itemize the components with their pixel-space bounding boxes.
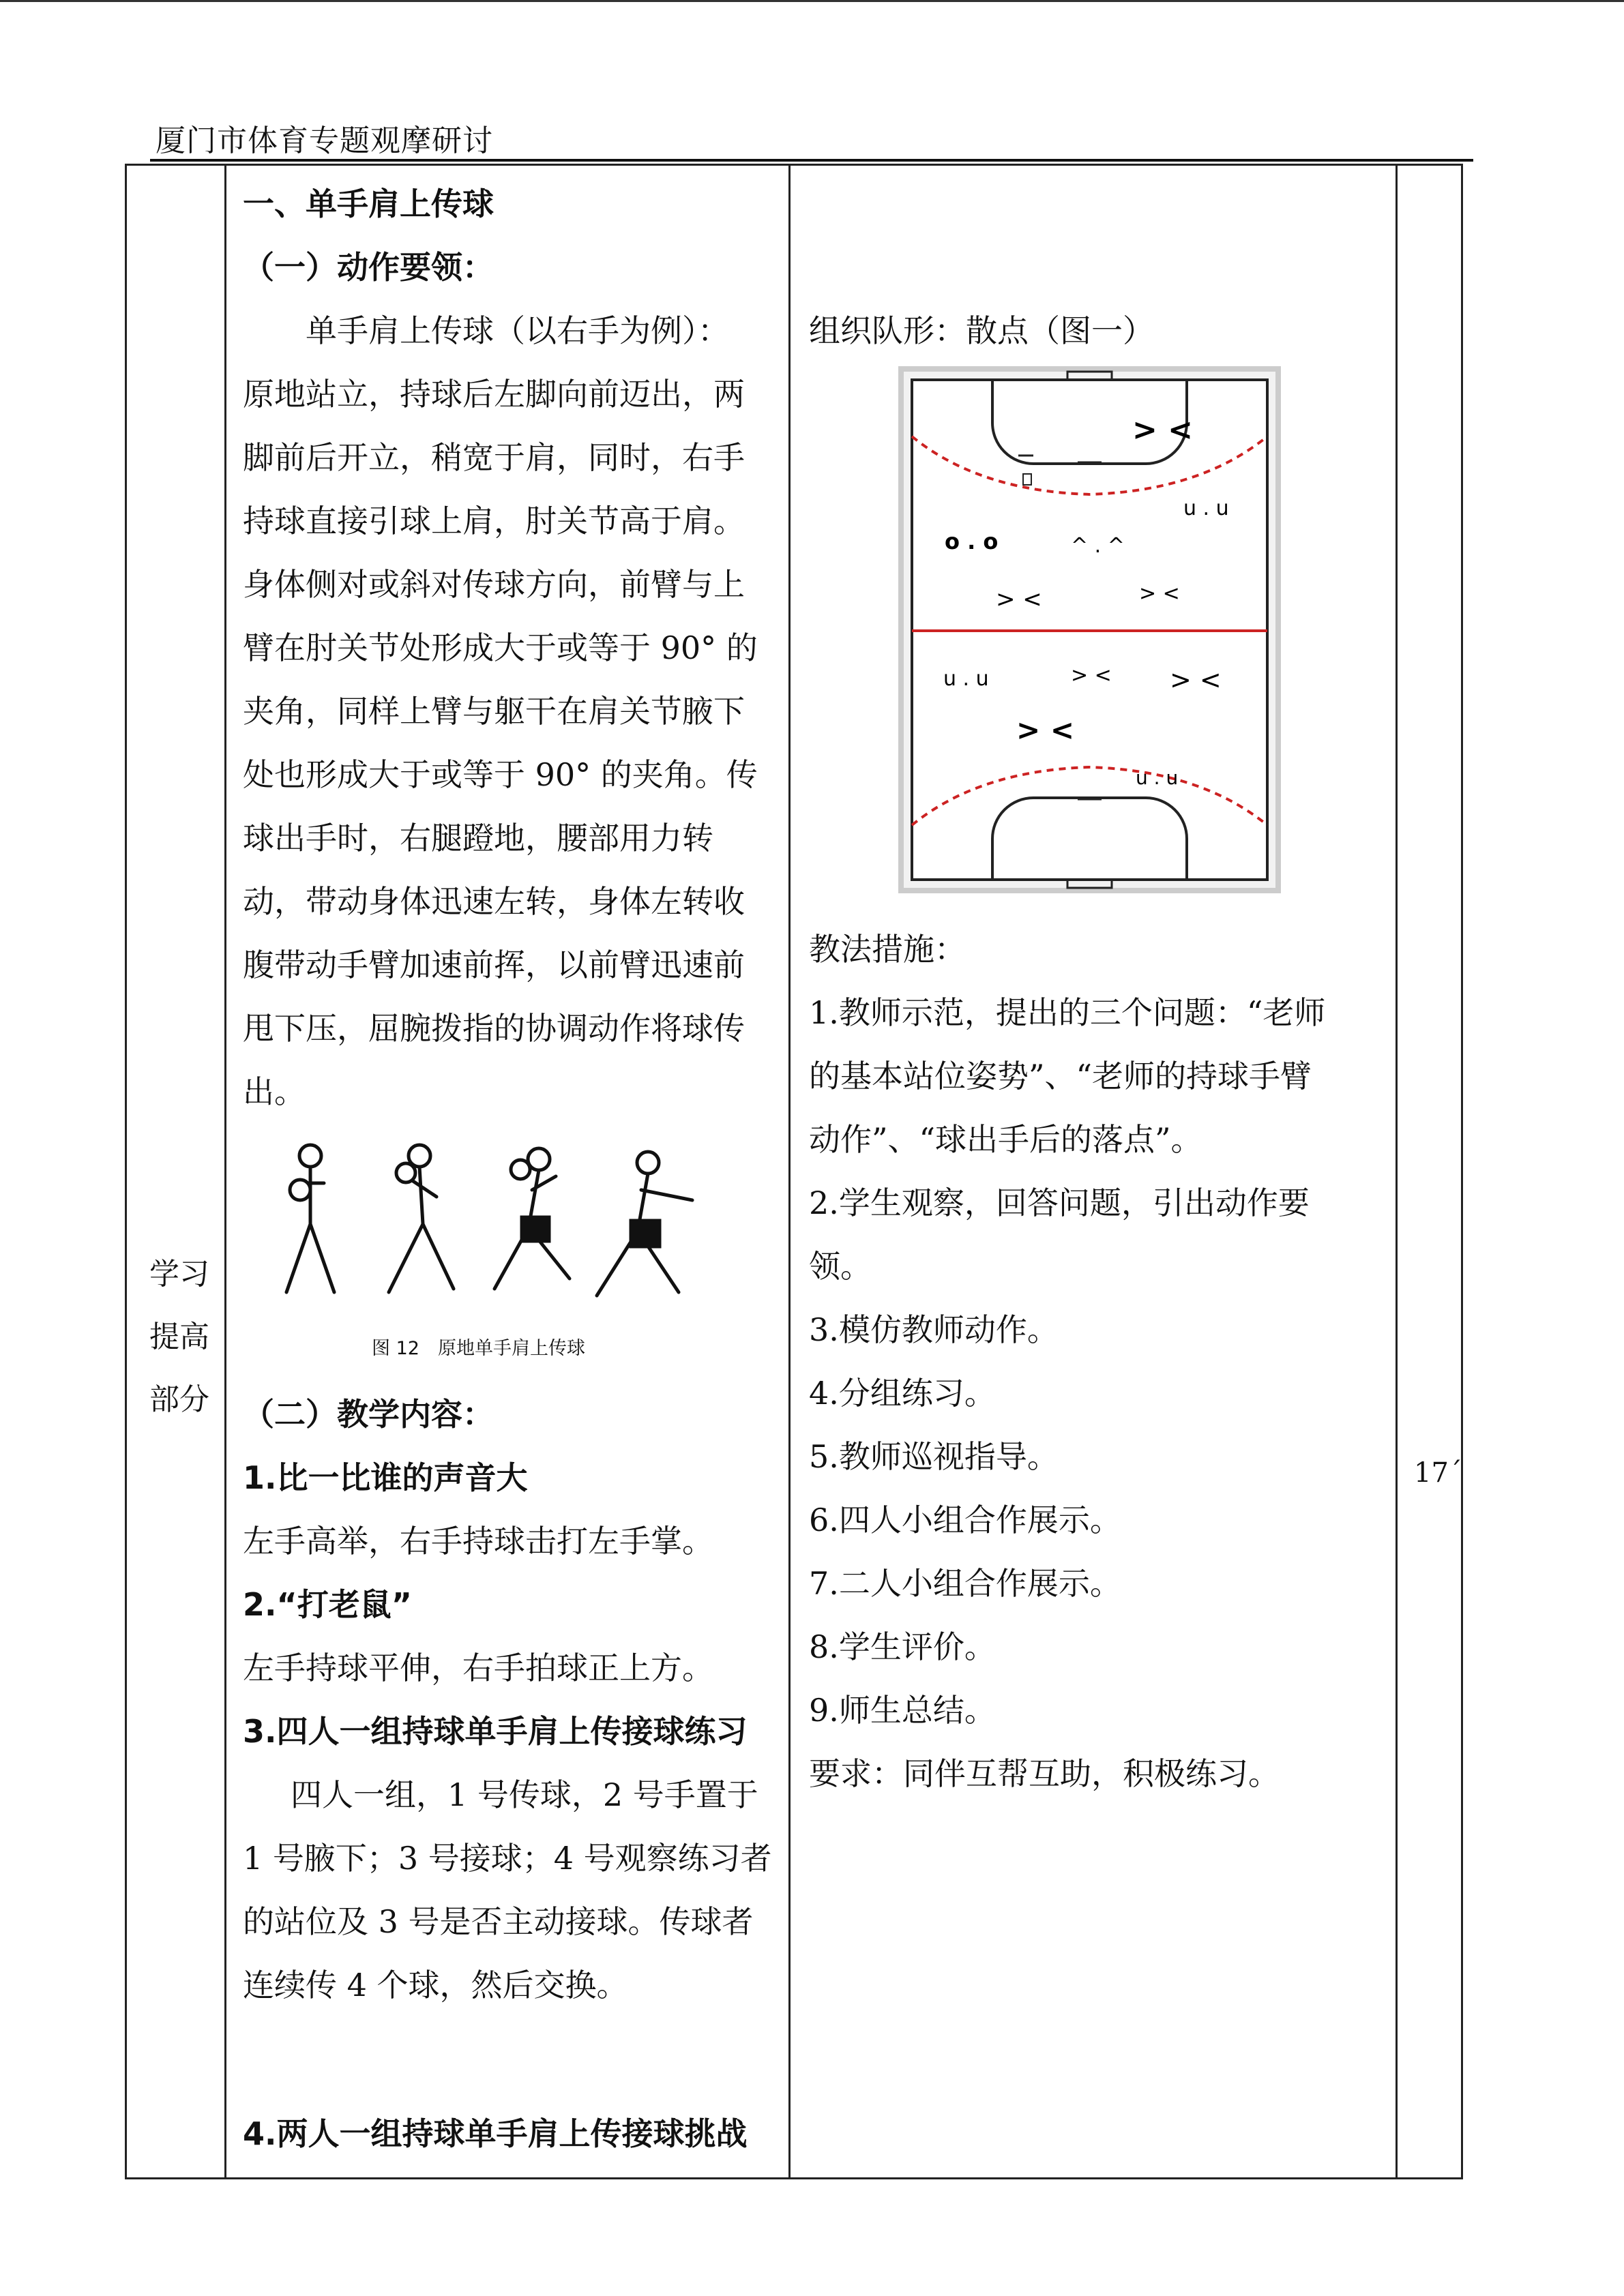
paragraph-line: 腹带动手臂加速前挥，以前臂迅速前 [243, 946, 745, 983]
page-header: 厦门市体育专题观摩研讨 [156, 123, 493, 158]
player-face: > < [1170, 665, 1222, 695]
athlete-figure [389, 1145, 454, 1292]
paragraph-line: 出。 [243, 1073, 306, 1110]
figure-passing-sequence [269, 1135, 716, 1354]
athlete-figure [597, 1152, 692, 1296]
header-rule [150, 159, 1473, 162]
section-label [142, 1243, 217, 1431]
player-face: o . o [945, 528, 999, 554]
court-diagram [897, 365, 1282, 895]
method-line: 6.四人小组合作展示。 [809, 1502, 1121, 1538]
item-title: 1.比一比谁的声音大 [243, 1459, 528, 1496]
section-label-line: 部分 [149, 1382, 209, 1417]
paragraph-line: 球出手时，右腿蹬地，腰部用力转 [243, 820, 713, 856]
player-face: ^ . ^ [1071, 534, 1125, 558]
paragraph-line: 甩下压，屈腕拨指的协调动作将球传 [243, 1010, 745, 1047]
subheading-action-essentials: （一）动作要领： [243, 249, 494, 286]
player-face: u . u [1183, 496, 1229, 520]
item-text: 左手持球平伸，右手拍球正上方。 [243, 1650, 713, 1686]
column-divider [788, 166, 791, 2177]
paragraph-line: 夹角，同样上臂与躯干在肩关节腋下 [243, 693, 745, 730]
paragraph-line: 单手肩上传球（以右手为例）： [306, 312, 729, 349]
column-divider [224, 166, 226, 2177]
method-line: 的基本站位姿势”、“老师的持球手臂 [809, 1058, 1312, 1094]
item-text: 四人一组，1 号传球，2 号手置于 [291, 1776, 758, 1813]
method-title: 教法措施： [809, 931, 966, 968]
method-line: 4.分组练习。 [809, 1375, 996, 1412]
item-text: 左手高举，右手持球击打左手掌。 [243, 1523, 713, 1560]
section-label-line: 学习 [149, 1257, 209, 1292]
figure-svg [269, 1135, 716, 1354]
item-text: 连续传 4 个球，然后交换。 [243, 1967, 628, 2003]
formation-text: 组织队形：散点（图一） [809, 312, 1154, 349]
athlete-figure [286, 1145, 334, 1292]
method-line: 3.模仿教师动作。 [809, 1311, 1059, 1348]
paragraph-line: 身体侧对或斜对传球方向，前臂与上 [243, 566, 745, 603]
item-title: 2.“打老鼠” [243, 1586, 412, 1623]
item-text: 1 号腋下；3 号接球；4 号观察练习者 [243, 1840, 772, 1877]
player-face: > < [996, 586, 1042, 613]
paragraph-line: 臂在肘关节处形成大于或等于 90° 的 [243, 629, 758, 666]
player-face: > < [1016, 713, 1075, 747]
method-line: 动作”、“球出手后的落点”。 [809, 1121, 1202, 1158]
section-label-line: 提高 [149, 1320, 209, 1354]
player-face: u . u [943, 667, 989, 691]
heading-single-hand-pass: 一、单手肩上传球 [243, 185, 494, 222]
column-divider [1396, 166, 1398, 2177]
athlete-figure [494, 1148, 570, 1289]
paragraph-line: 动，带动身体迅速左转，身体左转收 [243, 883, 745, 920]
item-title: 4.两人一组持球单手肩上传接球挑战 [243, 2115, 748, 2152]
paragraph-line: 脚前后开立，稍宽于肩，同时，右手 [243, 439, 745, 476]
paragraph-line: 持球直接引球上肩，肘关节高于肩。 [243, 503, 745, 539]
item-text: 的站位及 3 号是否主动接球。传球者 [243, 1903, 754, 1940]
requirement-text: 要求：同伴互帮互助，积极练习。 [809, 1755, 1280, 1792]
player-face: u . u [1136, 766, 1179, 789]
method-line: 领。 [809, 1248, 872, 1285]
method-line: 9.师生总结。 [809, 1692, 996, 1729]
method-line: 5.教师巡视指导。 [809, 1438, 1059, 1475]
method-line: 1.教师示范，提出的三个问题：“老师 [809, 994, 1326, 1031]
method-line: 2.学生观察，回答问题，引出动作要 [809, 1184, 1310, 1221]
method-line: 7.二人小组合作展示。 [809, 1565, 1121, 1602]
method-line: 8.学生评价。 [809, 1628, 996, 1665]
player-face: > < [1071, 664, 1112, 687]
paragraph-line: 处也形成大于或等于 90° 的夹角。传 [243, 756, 758, 793]
player-face: > < [1132, 413, 1194, 447]
player-face: > < [1139, 582, 1180, 606]
top-border [0, 0, 1624, 2]
duration-label: 17´ [1414, 1457, 1462, 1489]
item-title: 3.四人一组持球单手肩上传接球练习 [243, 1713, 748, 1750]
subheading-teaching-content: （二）教学内容： [243, 1396, 494, 1433]
court-svg [897, 365, 1282, 895]
paragraph-line: 原地站立，持球后左脚向前迈出，两 [243, 376, 745, 413]
figure-caption: 图 12 原地单手肩上传球 [372, 1338, 585, 1359]
